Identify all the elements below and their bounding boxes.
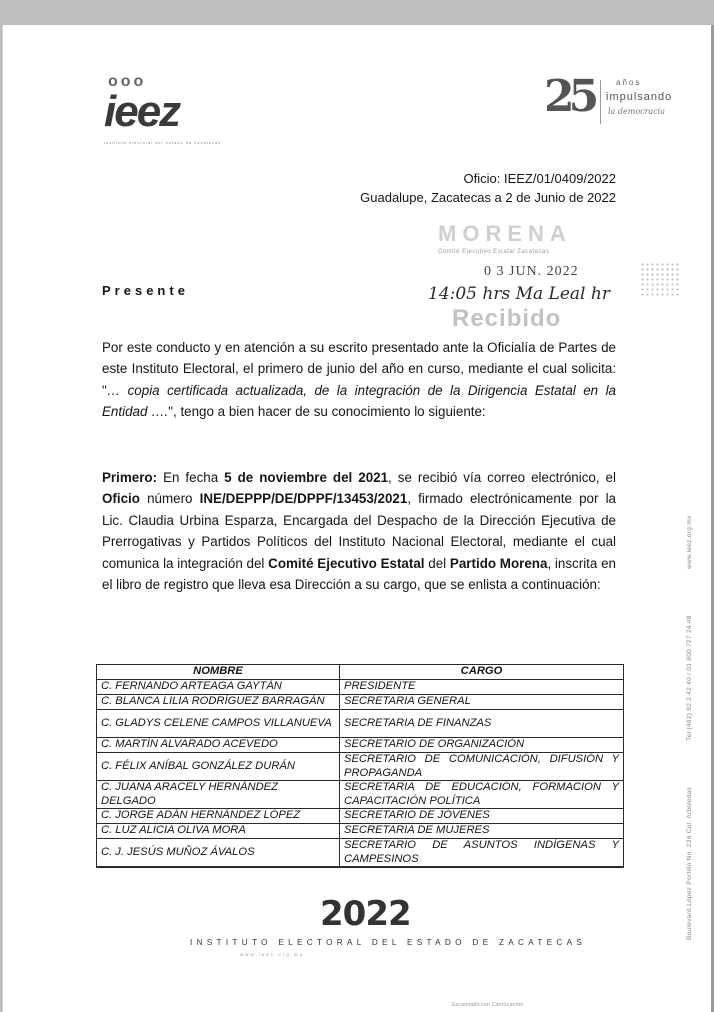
stamp-subtitle: Comité Ejecutivo Estatal Zacatecas [438, 249, 550, 255]
stamp-dots [640, 262, 680, 298]
logo-dots: ooo [108, 73, 147, 90]
member-position: SECRETARIO DE ORGANIZACIÓN [340, 738, 624, 753]
side-web: www.ieez.org.mx [686, 515, 693, 570]
stamp-received: Recibido [452, 305, 562, 332]
table-row [97, 710, 624, 738]
member-position: SECRETARIO DE COMUNICACIÓN, DIFUSIÓN Y PROPAGANDA [340, 753, 624, 781]
received-date: 5 de noviembre del 2021 [224, 470, 389, 485]
member-name: C. J. JESÚS MUÑOZ ÁVALOS [97, 839, 340, 868]
oficio-label: Oficio [102, 491, 140, 507]
anniversary-line2: impulsando [606, 91, 673, 103]
member-name: C. MARTÍN ALVARADO ACEVEDO [97, 738, 340, 753]
table-header-row [97, 665, 624, 680]
footer-institution: INSTITUTO ELECTORAL DEL ESTADO DE ZACATECAS [190, 938, 587, 947]
footer-address: www.ieez.org.mx [240, 952, 305, 957]
table-row [97, 824, 624, 839]
footer-year-logo: 2022 [320, 894, 411, 934]
member-position: SECRETARIO DE JÓVENES [340, 809, 624, 824]
ieez-logo [104, 73, 222, 152]
intro-quote: … copia certificada actualizada, de la integración de la Dirigencia Estatal en la Entidad …. [102, 382, 616, 420]
side-phone: Tel (492) 92 2 42 40 / 01 800 727 24 48 [686, 615, 693, 741]
side-address: Boulevard López Portillo No. 236 Col. Arboledas [686, 786, 693, 940]
anniversary-line1: años [616, 78, 642, 87]
place-date: Guadalupe, Zacatecas a 2 de Junio de 2022 [360, 190, 616, 205]
anniversary-number: 25 [544, 71, 594, 122]
text: , inscrita en el libro de registro que lleva esa Dirección a su cargo, que se enlista a continuación: [102, 555, 616, 593]
member-position: SECRETARIA DE MUJERES [340, 824, 624, 839]
stamp-date: 0 3 JUN. 2022 [484, 264, 579, 279]
scanner-watermark: Escaneado con CamScanner [452, 1002, 524, 1008]
member-position: SECRETARIA GENERAL [340, 695, 624, 710]
anniversary-divider [600, 80, 601, 124]
paragraph-primero [102, 467, 616, 595]
side-contact-info [686, 472, 694, 941]
member-name: C. FERNANDO ARTEAGA GAYTÁN [97, 680, 340, 695]
logo-subtitle: instituto electoral del estado de zacatecas [104, 140, 222, 145]
member-position: SECRETARIA DE EDUCACIÓN, FORMACION Y CAPACITACIÓN POLÍTICA [340, 781, 624, 809]
member-name: C. JUANA ARACELY HERNÁNDEZ DELGADO [97, 781, 340, 809]
committee-name: Comité Ejecutivo Estatal [268, 555, 425, 571]
primero-label: Primero: [102, 470, 158, 485]
oficio-number: Oficio: IEEZ/01/0409/2022 [463, 171, 616, 186]
table-row [97, 839, 624, 868]
anniversary-logo [544, 72, 694, 136]
paragraph-intro [102, 337, 616, 423]
member-name: C. FÉLIX ANÍBAL GONZÁLEZ DURÁN [97, 753, 340, 781]
ine-oficio-number: INE/DEPPP/DE/DPPF/13453/2021 [199, 491, 408, 507]
member-position: SECRETARIO DE ASUNTOS INDÍGENAS Y CAMPESINOS [340, 839, 624, 868]
intro-text: Por este conducto y en atención a su escrito presentado ante la Oficialía de Partes de este Instituto Electoral, el primero de junio del año en curso, mediante el cual solicita: " [102, 340, 616, 398]
member-name: C. JORGE ADÁN HERNÁNDEZ LÓPEZ [97, 809, 340, 824]
table-row [97, 695, 624, 710]
text: número [139, 491, 200, 507]
reference-block [360, 169, 616, 207]
column-header-nombre: NOMBRE [97, 665, 340, 680]
table-row [97, 680, 624, 695]
reception-stamp [438, 222, 608, 256]
member-name: C. GLADYS CELENE CAMPOS VILLANUEVA [97, 710, 340, 738]
text: del [424, 555, 450, 571]
table-row [97, 781, 624, 809]
member-position: SECRETARIA DE FINANZAS [340, 710, 624, 738]
stamp-header: MORENA [438, 221, 572, 246]
member-name: C. LUZ ALICIA OLIVA MORA [97, 824, 340, 839]
anniversary-line3: la democracia [608, 107, 666, 116]
committee-members-table [96, 664, 624, 868]
table-row [97, 738, 624, 753]
text: , se recibió vía correo electrónico, el [388, 470, 616, 485]
column-header-cargo: CARGO [340, 665, 624, 680]
intro-text-end: ", tengo a bien hacer de su conocimiento lo siguiente: [168, 404, 486, 420]
member-name: C. BLANCA LILIA RODRÍGUEZ BARRAGÁN [97, 695, 340, 710]
handwritten-signature: 14:05 hrs Ma Leal hr [428, 284, 610, 304]
text: , firmado electrónicamente por la Lic. Claudia Urbina Esparza, Encargada del Despacho de la Dirección Ejecutiva de Prerrogativas y Partidos Políticos del Instituto Nacional Electoral, mediante el cual comunica la integración del [102, 491, 616, 571]
member-position: PRESIDENTE [340, 680, 624, 695]
table-row [97, 753, 624, 781]
party-name: Partido Morena [449, 555, 548, 571]
table-row [97, 809, 624, 824]
logo-wordmark: ieez [104, 87, 180, 136]
salutation: Presente [102, 283, 189, 298]
text: En fecha [157, 470, 225, 485]
